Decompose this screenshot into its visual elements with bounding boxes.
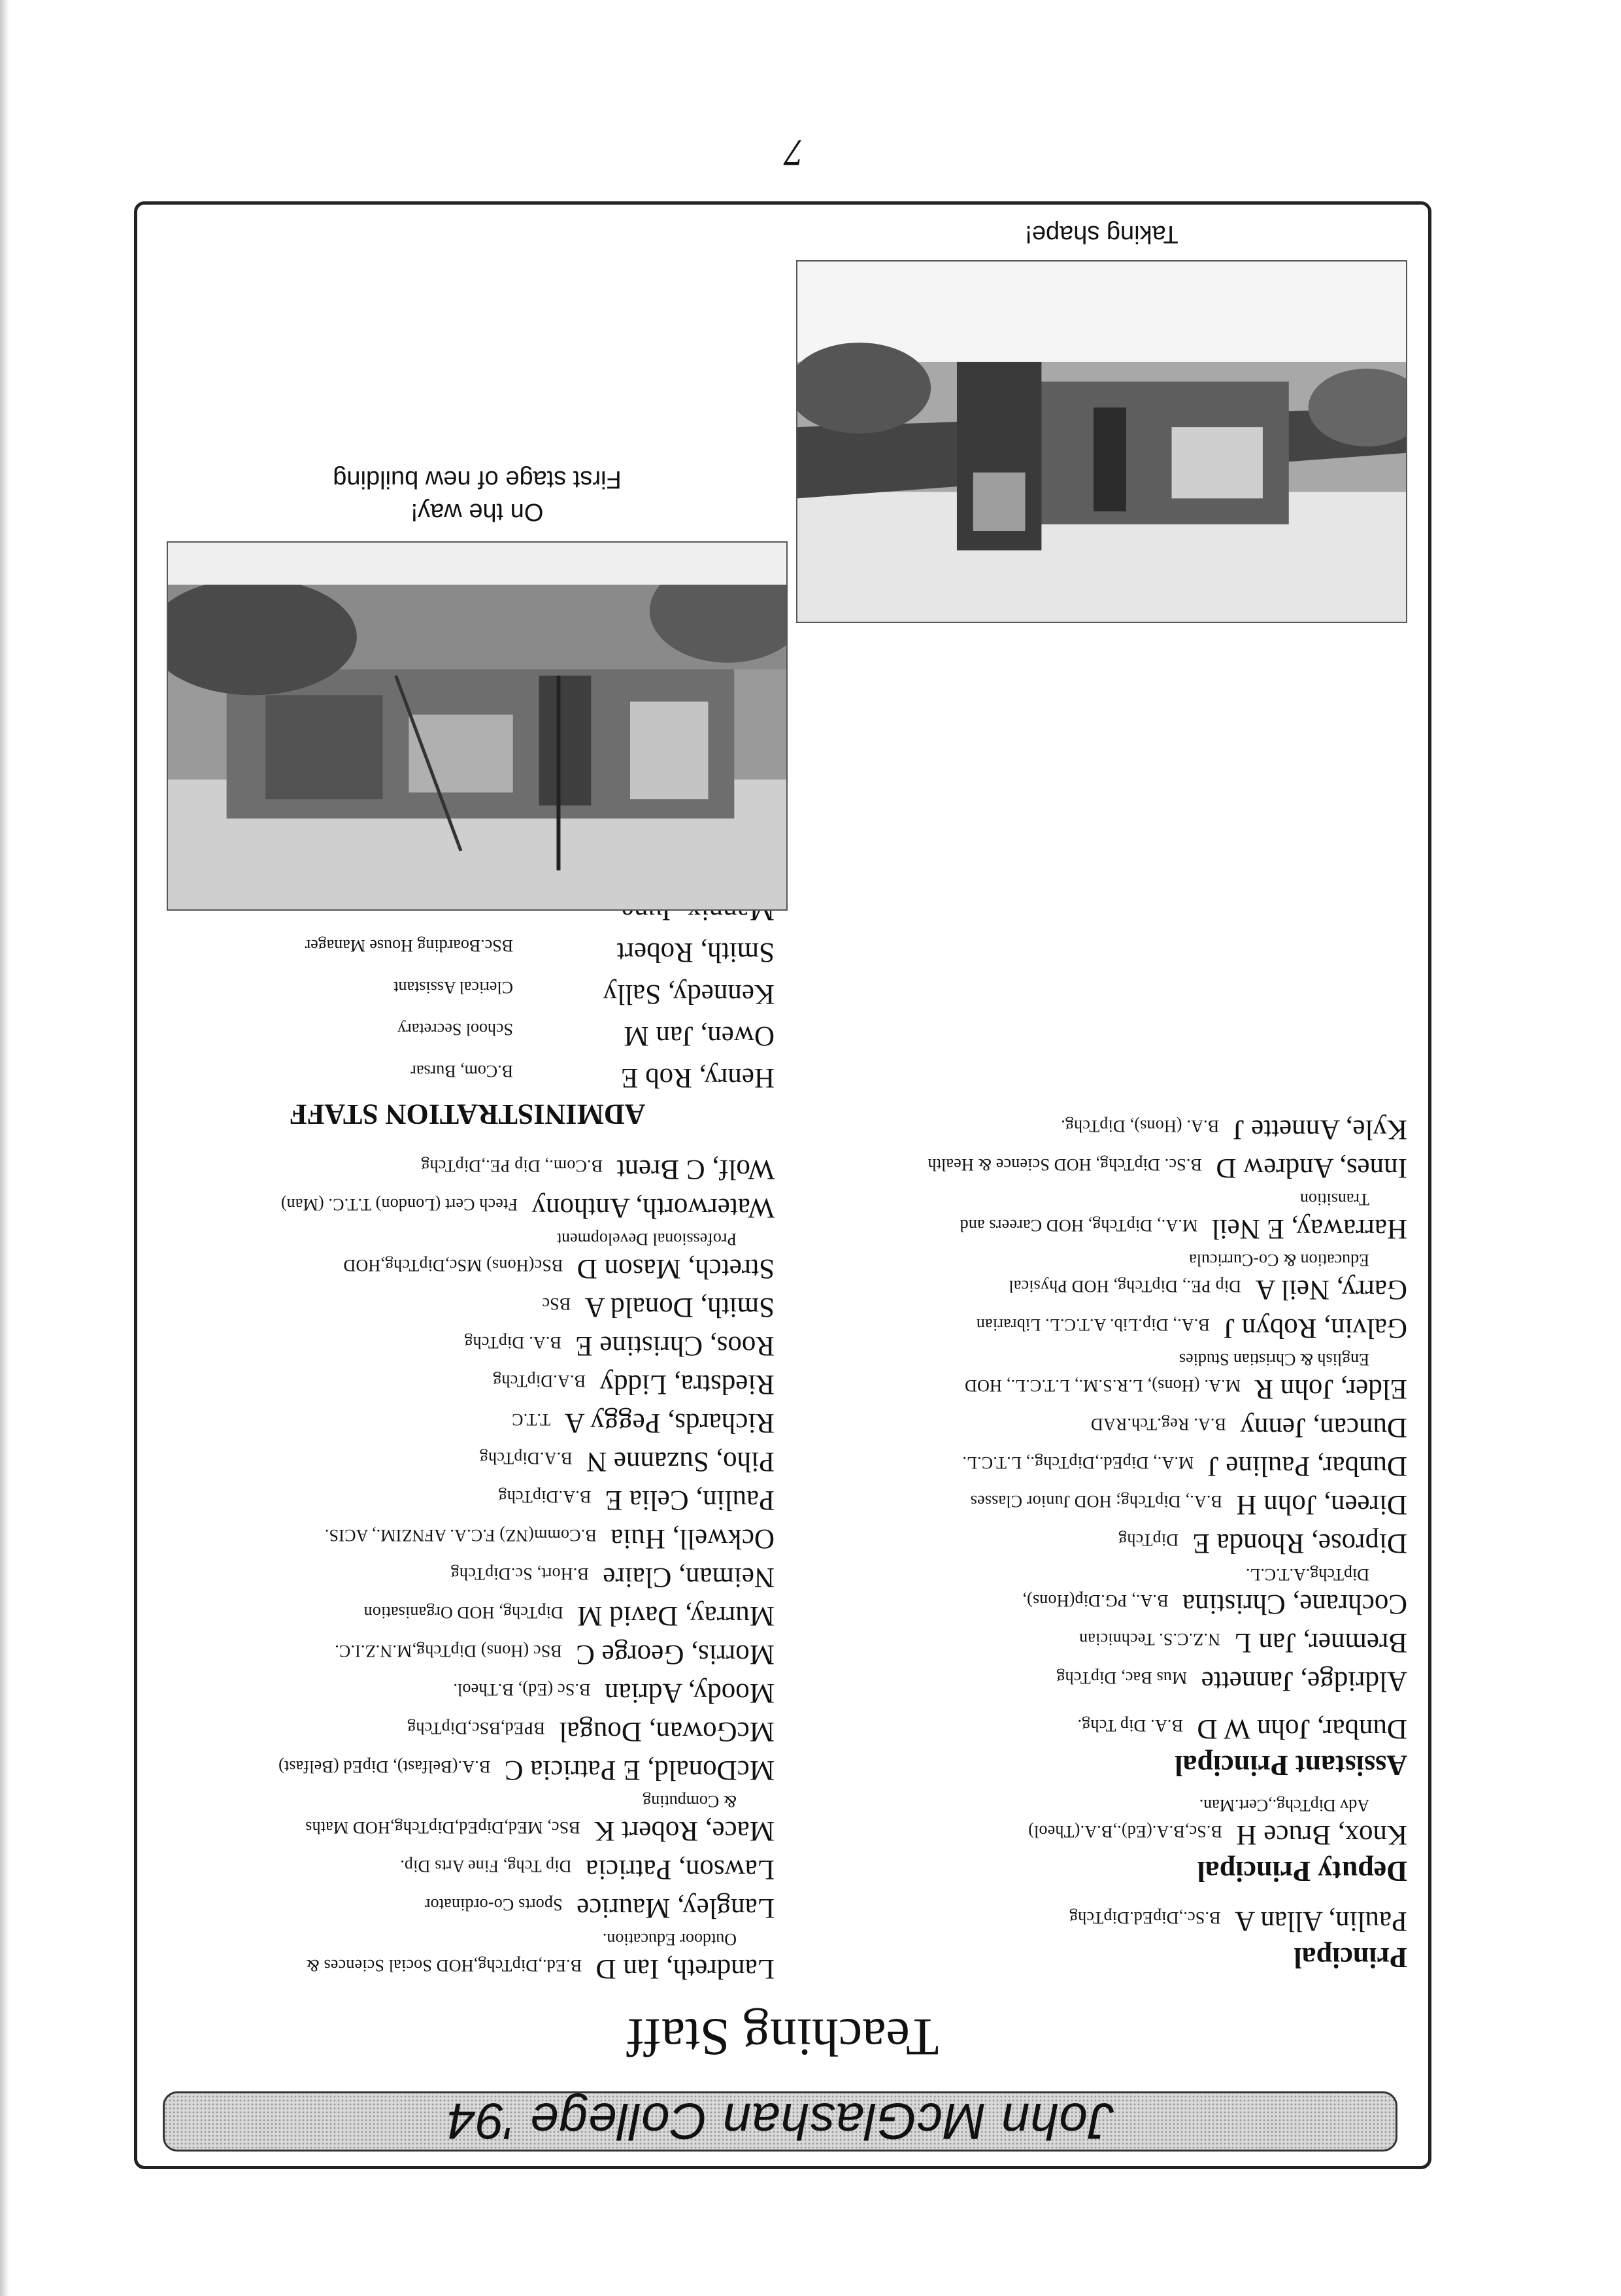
section-heading: Deputy Principal: [1197, 1855, 1407, 1887]
staff-entry: [160, 1595, 775, 1633]
admin-name: Henry, Rob E: [621, 1062, 775, 1093]
staff-qualifications: Ftech Cert (London) T.T.C. (Man): [280, 1195, 518, 1214]
admin-staff-row: [160, 1053, 775, 1095]
admin-name: Owen, Jan M: [624, 1021, 775, 1051]
staff-name: Landreth, Ian D: [595, 1953, 775, 1984]
staff-name: McDonald, E Patricia C: [504, 1755, 775, 1785]
staff-name: Knox, Bruce H: [1236, 1819, 1407, 1850]
staff-line: [793, 1900, 1407, 1938]
staff-list-right: [160, 1148, 775, 1986]
staff-qualifications: BPEd,BSc,DipTchg: [407, 1719, 545, 1738]
banner-title: John McGlashan College '94: [163, 2091, 1397, 2152]
staff-name: Wolf, C Brent: [616, 1154, 775, 1185]
staff-qualifications: BSc, MEd,DipEd,DipTchg,HOD Maths: [305, 1818, 580, 1837]
staff-entry: [160, 1848, 775, 1887]
staff-name: Paulin, Celia E: [605, 1485, 775, 1515]
right-column: [160, 886, 775, 1986]
staff-entry: [793, 1522, 1407, 1561]
staff-entry: [160, 1228, 775, 1286]
staff-entry: [160, 1710, 775, 1749]
staff-line: [793, 1147, 1407, 1185]
staff-entry: [160, 1402, 775, 1440]
staff-entry: [160, 1148, 775, 1187]
staff-qualifications: B.A.(Belfast), DipEd (Belfast): [278, 1757, 491, 1776]
admin-staff-row: [160, 928, 775, 970]
section-heading: Assistant Principal: [1175, 1749, 1407, 1781]
staff-entry: [160, 1928, 775, 1986]
staff-line: [793, 1207, 1407, 1246]
staff-qualifications: B.A. Dip Tchg.: [1077, 1716, 1183, 1735]
admin-role: B.Com, Bursar: [410, 1062, 513, 1081]
staff-qualifications: B.Comm(NZ) F.C.A. AFNZIM., ACIS.: [324, 1526, 597, 1545]
staff-qualifications: DipTchg: [1118, 1530, 1179, 1549]
staff-name: Duncan, Jenny: [1240, 1412, 1407, 1443]
staff-entry: [160, 1325, 775, 1363]
admin-role: Clerical Assistant: [393, 978, 513, 997]
staff-entry: [160, 1633, 775, 1672]
staff-line: [160, 1595, 775, 1633]
staff-qualifications: B.Ed.,DipTchg,HOD Social Sciences &: [306, 1956, 582, 1975]
staff-line: [160, 1633, 775, 1672]
staff-list-left: [793, 1108, 1407, 1698]
staff-qualifications: B.A., PG.Dip(Hons),: [1022, 1591, 1169, 1610]
photo-2-caption: Taking shape!: [1025, 220, 1178, 248]
staff-line: [160, 1710, 775, 1749]
staff-qualifications-continued: Adv DipTchg.,Cert.Man.: [1199, 1796, 1369, 1815]
staff-line: [793, 1621, 1407, 1660]
staff-line: [793, 1108, 1407, 1147]
staff-line: [160, 1948, 775, 1986]
staff-name: Kyle, Annette J: [1233, 1114, 1407, 1145]
staff-name: Murray, David M: [577, 1600, 775, 1631]
staff-line: [160, 1810, 775, 1848]
staff-entry: [793, 1307, 1407, 1345]
leadership-list: [793, 1708, 1407, 1974]
staff-name: Piho, Suzanne N: [586, 1446, 775, 1477]
staff-entry: [793, 1621, 1407, 1660]
staff-name: Lawson, Patricia: [586, 1854, 775, 1885]
staff-line: [160, 1479, 775, 1517]
staff-qualifications: BSc(Hons) MSc,DipTchg,HOD: [343, 1256, 563, 1275]
staff-name: Harraway, E Neil: [1211, 1213, 1407, 1244]
staff-qualifications: B.A. DipTchg: [464, 1333, 561, 1352]
staff-line: [793, 1583, 1407, 1621]
admin-name: Kennedy, Sally: [603, 979, 775, 1009]
staff-entry: [793, 1108, 1407, 1147]
staff-qualifications: B.Sc. DipTchg, HOD Science & Health: [927, 1155, 1202, 1174]
staff-line: [160, 1887, 775, 1925]
staff-name: Riedstra, Liddy: [599, 1369, 775, 1400]
admin-heading: ADMINISTRATION STAFF: [289, 1098, 646, 1130]
staff-line: [793, 1814, 1407, 1852]
page-number: 7: [784, 131, 804, 174]
staff-qualifications: T.T.C: [511, 1410, 551, 1429]
staff-name: Ockwell, Huia: [610, 1523, 775, 1554]
staff-qualifications: BSc (Hons) DipTchg,M.N.Z.I.C.: [334, 1642, 562, 1661]
staff-qualifications-continued: Professional Development: [556, 1230, 737, 1249]
staff-qualifications: Sports Co-ordinator: [424, 1895, 563, 1914]
staff-line: [793, 1708, 1407, 1746]
staff-name: Aldridge, Jannette: [1201, 1666, 1407, 1697]
staff-qualifications: N.Z.C.S. Technician: [1078, 1630, 1220, 1649]
staff-entry: [793, 1660, 1407, 1698]
staff-line: [793, 1660, 1407, 1698]
staff-name: Garry, Neil A: [1255, 1274, 1407, 1305]
staff-qualifications-continued: & Computing: [643, 1792, 737, 1811]
page-title: Teaching Staff: [626, 2008, 939, 2067]
staff-line: [160, 1556, 775, 1595]
staff-line: [793, 1368, 1407, 1406]
staff-entry: [160, 1187, 775, 1225]
staff-name: Roos, Christine E: [575, 1330, 775, 1361]
staff-qualifications: B.Sc.,DipEd.DipTchg: [1069, 1908, 1221, 1927]
staff-line: [160, 1402, 775, 1440]
staff-qualifications: B.A.DipTchg: [479, 1449, 573, 1468]
staff-qualifications: M.A., DipEd.,DipTchg., L.T.C.L.: [962, 1453, 1194, 1472]
staff-name: Neiman, Claire: [603, 1562, 775, 1593]
staff-name: Direen, John H: [1236, 1489, 1407, 1520]
staff-entry: [793, 1445, 1407, 1483]
staff-qualifications-continued: English & Christian Studies: [1178, 1350, 1369, 1369]
staff-line: [160, 1187, 775, 1225]
staff-line: [793, 1307, 1407, 1345]
staff-entry: [160, 1790, 775, 1848]
photo-1-caption-line-2: First stage of new building: [333, 465, 622, 493]
staff-qualifications: B.A. Reg.Tch.RAD: [1090, 1415, 1226, 1434]
staff-entry: [793, 1188, 1407, 1246]
staff-entry: [793, 1708, 1407, 1746]
staff-line: [793, 1483, 1407, 1522]
staff-entry: [160, 1363, 775, 1402]
staff-entry: [160, 1517, 775, 1556]
staff-name: Waterworth, Anthony: [531, 1192, 775, 1223]
staff-qualifications: B.Sc,B.A.(Ed).,B.A.(Theol): [1028, 1822, 1222, 1841]
staff-qualifications: B.A., DipTchg; HOD Junior Classes: [970, 1492, 1222, 1511]
staff-line: [793, 1522, 1407, 1561]
staff-entry: [793, 1794, 1407, 1852]
admin-role: BSc.Boarding House Manager: [305, 936, 513, 955]
section-heading: Principal: [1294, 1942, 1407, 1974]
staff-name: Langley, Maurice: [577, 1893, 775, 1923]
staff-qualifications: DipTchg, HOD Organisation: [363, 1603, 563, 1622]
staff-qualifications: B.A. (Hons), DipTchg.: [1061, 1117, 1220, 1136]
staff-name: Paulin, Allan A: [1235, 1906, 1407, 1936]
staff-entry: [793, 1483, 1407, 1522]
staff-qualifications: B.A.DipTchg: [493, 1372, 586, 1391]
staff-entry: [160, 1672, 775, 1710]
staff-entry: [793, 1900, 1407, 1938]
staff-name: Stretch, Mason D: [577, 1253, 775, 1284]
staff-line: [160, 1848, 775, 1887]
staff-entry: [793, 1406, 1407, 1445]
staff-name: McGowan, Dougal: [559, 1716, 775, 1747]
staff-qualifications: B.A., Dip.Lib. A.T.C.L. Librarian: [976, 1315, 1210, 1334]
staff-name: Diprose, Rhonda E: [1192, 1528, 1407, 1559]
staff-line: [793, 1268, 1407, 1307]
staff-entry: [160, 1556, 775, 1595]
staff-name: Smith, Donald A: [584, 1292, 775, 1323]
staff-qualifications: B.A.DipTchg: [498, 1487, 592, 1506]
staff-qualifications-continued: Transition: [1300, 1190, 1369, 1209]
staff-qualifications: BSc: [542, 1294, 571, 1313]
staff-name: Richards, Peggy A: [564, 1408, 775, 1438]
staff-name: Galvin, Robyn J: [1224, 1313, 1407, 1343]
photo-1-caption-line-1: On the way!: [410, 498, 544, 526]
admin-name: Smith, Robert: [616, 937, 775, 968]
admin-staff-row: [160, 1011, 775, 1053]
photo-1-caption: [167, 463, 788, 528]
staff-qualifications: B.Hort, Sc.DipTchg: [450, 1564, 589, 1583]
staff-name: Elder, John R: [1254, 1374, 1407, 1404]
staff-line: [160, 1517, 775, 1556]
staff-qualifications: Mus Bac, DipTchg: [1056, 1668, 1188, 1687]
staff-entry: [160, 1479, 775, 1517]
staff-line: [793, 1406, 1407, 1445]
staff-entry: [793, 1563, 1407, 1621]
staff-name: Cochrane, Christina: [1182, 1589, 1407, 1619]
admin-staff-row: [160, 970, 775, 1011]
scan-edge-shadow: [0, 0, 9, 2296]
staff-line: [160, 1286, 775, 1325]
staff-qualifications: Dip PE., DipTchg, HOD Physical: [1009, 1277, 1242, 1296]
staff-qualifications: M.A. (Hons), L.R.S.M., L.T.C.L., HOD: [964, 1376, 1241, 1395]
admin-role: School Secretary: [397, 1020, 513, 1039]
staff-entry: [160, 1749, 775, 1787]
staff-entry: [160, 1286, 775, 1325]
staff-line: [793, 1445, 1407, 1483]
staff-name: Mace, Robert K: [594, 1815, 775, 1846]
staff-name: Moody, Adrian: [605, 1678, 775, 1708]
new-building-photo: [167, 541, 788, 911]
staff-name: Dunbar, John W D: [1197, 1714, 1407, 1744]
staff-line: [160, 1440, 775, 1479]
staff-line: [160, 1148, 775, 1187]
staff-qualifications: B.Com., Dip PE.,DipTchg: [421, 1156, 603, 1175]
taking-shape-photo: [796, 260, 1407, 623]
staff-qualifications: B.Sc (Ed), B.Theol.: [453, 1680, 591, 1699]
staff-qualifications-continued: Education & Co-Curricula: [1189, 1251, 1369, 1270]
admin-staff-list: [160, 886, 775, 1095]
staff-name: Innes, Andrew D: [1216, 1153, 1407, 1183]
staff-name: Morris, George C: [576, 1639, 775, 1670]
staff-line: [160, 1247, 775, 1286]
staff-entry: [160, 1887, 775, 1925]
staff-qualifications-continued: DipTchg.A.T.C.L.: [1245, 1565, 1369, 1584]
staff-line: [160, 1672, 775, 1710]
staff-name: Dunbar, Pauline J: [1207, 1451, 1407, 1481]
staff-qualifications: Dip Tchg, Fine Arts Dip.: [400, 1857, 572, 1876]
page-frame: [134, 201, 1431, 2169]
staff-qualifications-continued: Outdoor Education.: [602, 1930, 737, 1949]
left-column: [793, 1108, 1407, 1986]
staff-line: [160, 1749, 775, 1787]
staff-entry: [160, 1440, 775, 1479]
staff-entry: [793, 1147, 1407, 1185]
staff-line: [160, 1363, 775, 1402]
staff-qualifications: M.A., DipTchg, HOD Careers and: [960, 1216, 1198, 1235]
staff-line: [160, 1325, 775, 1363]
staff-entry: [793, 1249, 1407, 1307]
staff-name: Bremner, Jan L: [1234, 1627, 1407, 1658]
staff-entry: [793, 1348, 1407, 1406]
